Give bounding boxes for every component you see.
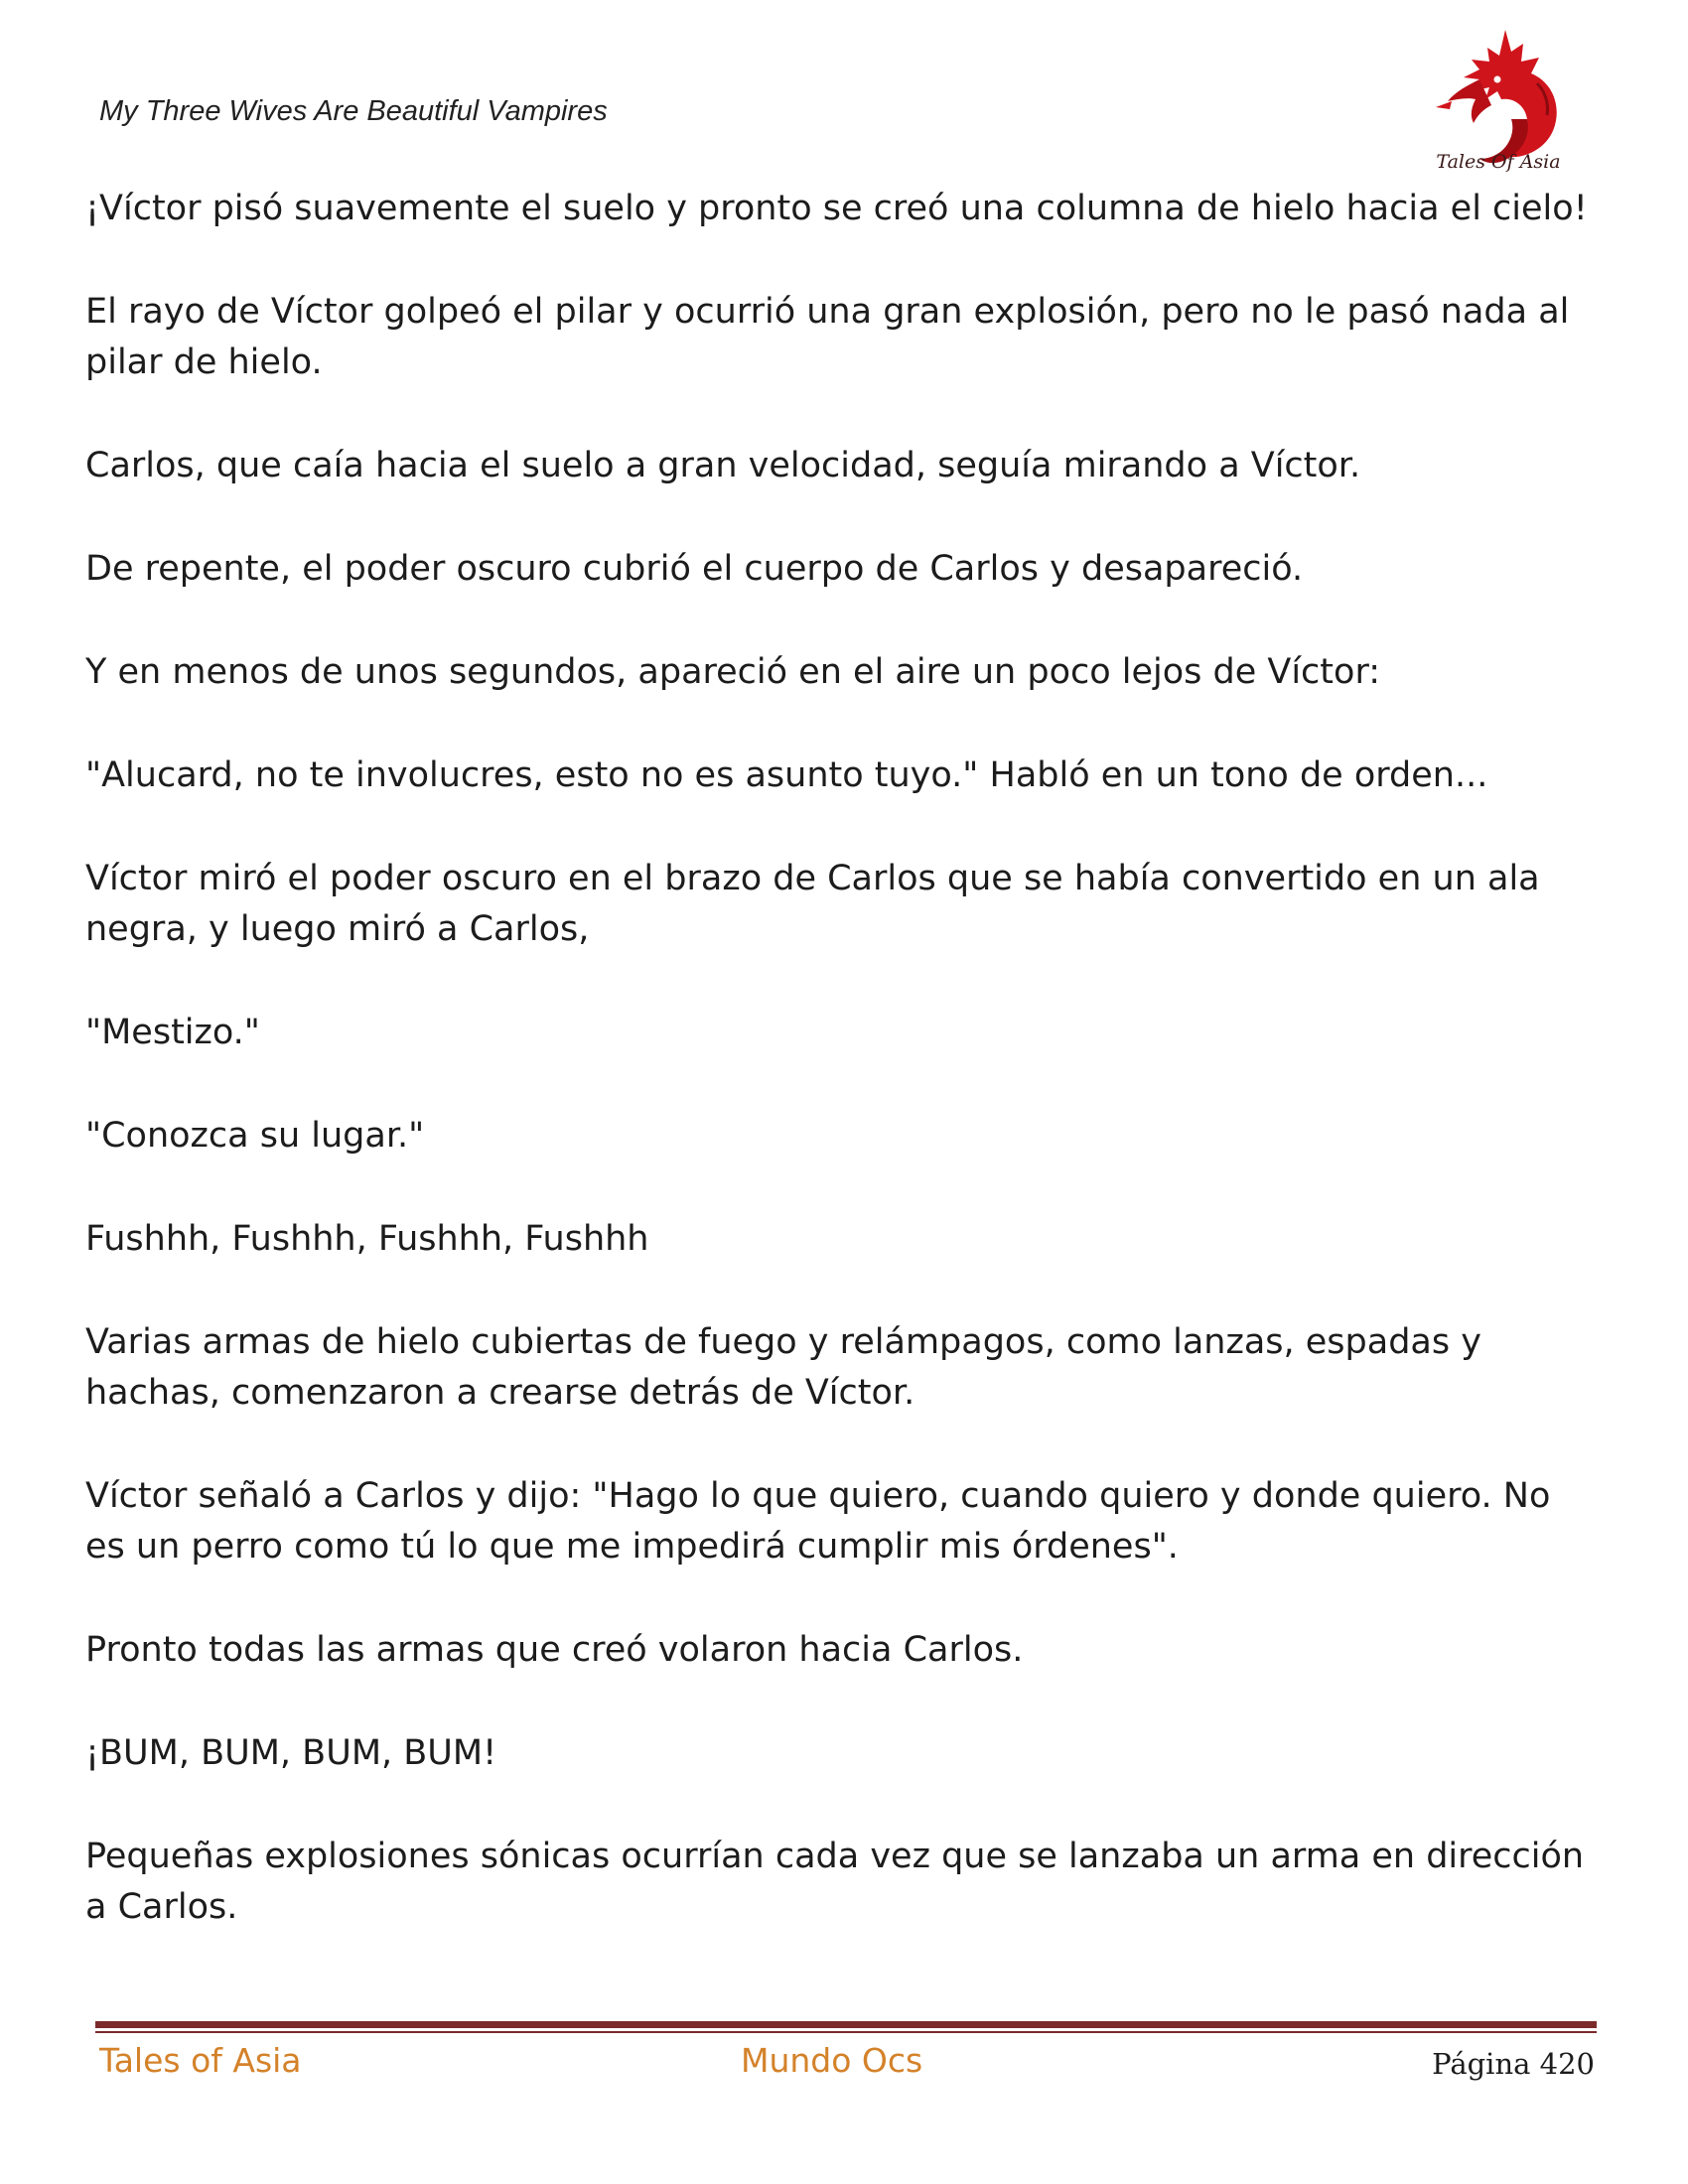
paragraph: ¡BUM, BUM, BUM, BUM! bbox=[85, 1733, 497, 1773]
paragraph: Y en menos de unos segundos, apareció en el aire un poco lejos de Víctor: bbox=[85, 652, 1381, 692]
footer-rule bbox=[95, 2021, 1597, 2028]
paragraph: Fushhh, Fushhh, Fushhh, Fushhh bbox=[85, 1219, 649, 1259]
paragraph: El rayo de Víctor golpeó el pilar y ocurrió una gran explosión, pero no le pasó nada al pilar de hielo. bbox=[85, 292, 1570, 382]
footer-section: Mundo Ocs bbox=[741, 2041, 923, 2080]
paragraph: Víctor señaló a Carlos y dijo: "Hago lo que quiero, cuando quiero y donde quiero. No es un perro como tú lo que me impedirá cumplir mis órdenes". bbox=[85, 1476, 1551, 1567]
book-title: My Three Wives Are Beautiful Vampires bbox=[99, 95, 608, 127]
paragraph: "Conozca su lugar." bbox=[85, 1116, 425, 1156]
paragraph: Varias armas de hielo cubiertas de fuego y relámpagos, como lanzas, espadas y hachas, comenzaron a crearse detrás de Víctor. bbox=[85, 1322, 1481, 1413]
paragraph: Pronto todas las armas que creó volaron hacia Carlos. bbox=[85, 1630, 1024, 1670]
footer-rule-thin bbox=[95, 2031, 1597, 2033]
paragraph: "Mestizo." bbox=[85, 1013, 260, 1052]
logo-caption: Tales Of Asia bbox=[1436, 151, 1561, 173]
footer-publisher: Tales of Asia bbox=[99, 2041, 302, 2080]
paragraph: ¡Víctor pisó suavemente el suelo y pronto se creó una columna de hielo hacia el cielo! bbox=[85, 189, 1588, 228]
chapter-body bbox=[85, 184, 1595, 1985]
paragraph: Carlos, que caía hacia el suelo a gran velocidad, seguía mirando a Víctor. bbox=[85, 446, 1361, 485]
paragraph: Pequeñas explosiones sónicas ocurrían cada vez que se lanzaba un arma en dirección a Carlos. bbox=[85, 1837, 1585, 1927]
page-number: Página 420 bbox=[1432, 2047, 1595, 2081]
paragraph: De repente, el poder oscuro cubrió el cuerpo de Carlos y desapareció. bbox=[85, 549, 1304, 589]
paragraph: "Alucard, no te involucres, esto no es asunto tuyo." Habló en un tono de orden... bbox=[85, 755, 1488, 795]
paragraph: Víctor miró el poder oscuro en el brazo de Carlos que se había convertido en un ala negra, y luego miró a Carlos, bbox=[85, 859, 1540, 949]
